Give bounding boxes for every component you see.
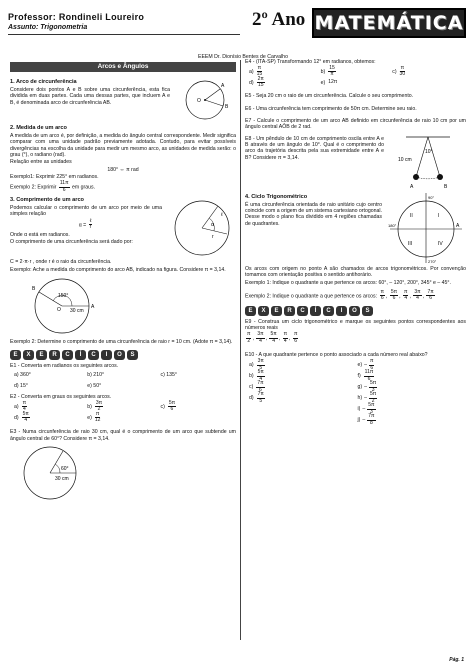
banner-letter: C: [88, 350, 99, 360]
formula: 180° ⇔ π rad: [107, 166, 139, 173]
fraction: $\frac{\pi}{4}$: [283, 331, 288, 344]
school-name: EEEM Dr. Dionísio Bentes de Carvalho: [198, 54, 288, 60]
paragraph: Considere dois pontos A e B sobre uma circunferência, esta fica dividida em duas partes. Cada uma dessas partes, que incluem A e B, é denominada arco de circunferência AB.: [10, 86, 170, 106]
e10-options: [249, 360, 466, 426]
angle-label: 150°: [58, 292, 69, 299]
arc-length-figure: [166, 194, 236, 258]
svg-text:B: B: [32, 285, 36, 292]
exercise-text: E3 - Numa circunferência de raio 30 cm, qual é o comprimento de um arco que subtende um ângulo central de 60°? Considere π = 3,14.: [10, 429, 236, 442]
length-label: 10 cm: [398, 156, 412, 163]
fraction: $\frac{15}{\pi}$: [329, 64, 335, 78]
subject-line: Assunto: Trigonometria: [8, 24, 88, 31]
svg-text:A: A: [410, 183, 414, 190]
fraction: $\frac{7\pi}{8}$: [368, 413, 375, 426]
banner-letter: C: [297, 306, 308, 316]
fraction: $\frac{3\pi}{4}$: [414, 288, 421, 302]
option: e) – $\frac{\pi}{6}$: [357, 358, 374, 371]
exercise-title: E2 - Converta em graus os seguintes arcos.: [10, 393, 112, 400]
section-title: 1. Arco de circunferência: [10, 79, 77, 85]
fraction: $\frac{\pi}{12}$: [94, 410, 101, 424]
option: d) 15°: [14, 383, 28, 390]
banner-letter: I: [336, 306, 347, 316]
paragraph: Onde α está em radianos.: [10, 231, 70, 238]
fraction: $\frac{3\pi}{2}$: [95, 399, 103, 413]
fraction: $\frac{\pi}{4}$: [404, 288, 408, 302]
svg-text:A: A: [456, 222, 460, 229]
option: h) – $\frac{5\pi}{2}$: [357, 391, 377, 404]
fraction: $\frac{11\pi}{6}$: [364, 369, 374, 382]
option: d) $\frac{5\pi}{4}$: [14, 410, 29, 424]
section-title: 4. Ciclo Trigonométrico: [245, 193, 308, 200]
exercicios-banner: [245, 306, 466, 316]
banner-letter: Í: [75, 350, 86, 360]
quadrant-label: II: [410, 212, 413, 219]
svg-text:ℓ: ℓ: [221, 212, 223, 219]
example: Exemplo 2: Determine o comprimento de uma circunferência de raio r = 10 cm. (Adote π = 3,14).: [10, 339, 233, 346]
option: e) $\frac{\pi}{12}$: [87, 410, 101, 424]
option: d) $\frac{7\pi}{5}$: [249, 391, 264, 404]
banner-letter: O: [114, 350, 125, 360]
fraction: $\frac{2\pi}{15}$: [257, 75, 264, 89]
professor-name: Professor: Rondineli Loureiro: [8, 12, 145, 22]
paragraph: O comprimento de uma circunferência será dado por:: [10, 239, 133, 246]
banner-letter: E: [10, 350, 21, 360]
option: b) $\frac{5\pi}{4}$: [249, 369, 264, 382]
formula: α = $\frac{\text{ℓ}}{r}$: [78, 217, 92, 231]
paragraph: Os arcos com origem no ponto A são chamados de arcos trigonométricos. Por convenção tomamos com orientação positiva o sentido antihorário.: [245, 265, 466, 279]
option: c) $\frac{5\pi}{6}$: [160, 399, 176, 413]
banner-letter: O: [349, 306, 360, 316]
option: [249, 404, 358, 415]
exercicios-banner: [10, 350, 236, 360]
banner-letter: E: [271, 306, 282, 316]
example: Exemplo1: Exprimir 225° em radianos.: [10, 173, 99, 180]
right-column: [245, 58, 466, 428]
svg-text:O: O: [57, 306, 61, 313]
option: b) 210°: [87, 372, 105, 379]
banner-letter: X: [23, 350, 34, 360]
option: a) 360°: [14, 372, 31, 379]
arc-ab-figure: [174, 76, 236, 122]
fraction: $\frac{\pi}{6}$: [380, 288, 384, 302]
fraction: $\frac{5\pi}{4}$: [270, 331, 277, 344]
section-title: 3. Comprimento de um arco: [10, 197, 84, 204]
option: i) – $\frac{5\pi}{3}$: [357, 402, 375, 415]
paragraph: Relação entre as unidades: [10, 159, 72, 166]
svg-text:B: B: [444, 183, 448, 190]
option: b) $\frac{15}{\pi}$: [320, 64, 335, 78]
option: c) $\frac{\pi}{30}$: [392, 64, 406, 78]
paragraph: A medida de um arco é, por definição, a medida do ângulo central correspondente. Medir significa comparar com uma unidade padrão previamente adotada. Contudo, para evitar possíveis divergências na escolha da unidade para medir um mesmo arco, as unidades de medida serão: o grau (°), o radiano (rad).: [10, 132, 236, 158]
banner-letter: E: [245, 306, 256, 316]
exercise-text: E6 - Uma circunferência tem comprimento de 50π cm. Determine seu raio.: [245, 105, 417, 112]
banner-letter: E: [36, 350, 47, 360]
fraction: $\frac{5\pi}{3}$: [370, 380, 377, 393]
banner-letter: I: [101, 350, 112, 360]
paragraph: Podemos calcular o comprimento de um arco por meio de uma simples relação: [10, 205, 162, 218]
left-column: [10, 58, 236, 503]
option: e) 12π: [320, 79, 338, 86]
banner-letter: R: [284, 306, 295, 316]
fraction: $\frac{3\pi}{5}$: [257, 358, 264, 371]
example: [10, 181, 236, 193]
banner-letter: X: [258, 306, 269, 316]
section-banner: Arcos e Ângulos: [10, 62, 236, 72]
svg-text:B: B: [225, 104, 229, 110]
exercise-text: E9 - Construa um ciclo trigonométrico e marque os seguintes pontos correspondentes aos números reais: [245, 318, 466, 332]
fraction: $\frac{\pi}{30}$: [399, 64, 406, 78]
formula: C = 2·π·r , onde r é o raio da circunferência.: [10, 259, 112, 266]
page-header: [8, 6, 466, 58]
fraction: $\frac{5\pi}{6}$: [168, 399, 176, 413]
fraction: $\frac{\pi}{2}$: [247, 331, 251, 344]
fraction: $\frac{7\pi}{6}$: [427, 288, 434, 302]
example-text: Exemplo 2: Exprimir: [10, 184, 57, 191]
angle-label: 60°: [61, 465, 69, 472]
banner-letter: Í: [310, 306, 321, 316]
quadrant-label: IV: [438, 240, 443, 247]
fraction: $\frac{3\pi}{4}$: [257, 331, 264, 344]
fraction: $\frac{7\pi}{6}$: [257, 380, 264, 393]
svg-text:180°: 180°: [388, 222, 397, 228]
svg-text:O: O: [197, 98, 201, 104]
exercise-text: E5 - Seja 20 cm o raio de um circunferência. Calcule o seu comprimento.: [245, 93, 414, 100]
option: f) $\frac{11\pi}{6}$: [357, 369, 374, 382]
option: d) $\frac{2\pi}{15}$: [249, 75, 264, 89]
option: j) – $\frac{7\pi}{8}$: [357, 413, 375, 426]
fraction: $\frac{\pi}{4}$: [22, 399, 27, 413]
fraction: $\frac{7\pi}{5}$: [257, 391, 264, 404]
fraction: 12π: [328, 79, 338, 86]
svg-text:A: A: [91, 303, 95, 310]
fraction: $\frac{5\pi}{2}$: [370, 391, 377, 404]
option: c) $\frac{7\pi}{6}$: [249, 380, 264, 393]
option: e) 50°: [87, 383, 102, 390]
option: g) – $\frac{5\pi}{3}$: [357, 380, 377, 393]
exercise-title: E4 - (ITA-SP) Transformando 12° em radianos, obtemos:: [245, 59, 376, 65]
option: c) 135°: [160, 372, 177, 379]
radius-label: 30 cm: [70, 307, 84, 314]
fraction: $\frac{5\pi}{6}$: [390, 288, 398, 302]
option: b) $\frac{3\pi}{2}$: [87, 399, 103, 413]
e2-options: [14, 401, 236, 423]
fraction: $\frac{5\pi}{4}$: [257, 369, 264, 382]
e4-options: [249, 66, 466, 88]
column-divider: [240, 60, 241, 640]
example: Exemplo 2: Indique o quadrante a que pertence os arcos: $\frac{\pi}{6}$ , $\frac{5\pi}{6}$ , $\frac{\pi}{4}$ , $\frac{3\pi}{4}$ , $\frac{7\pi}{6}$: [245, 288, 434, 302]
arc-60-figure: [10, 443, 120, 501]
fraction: $\frac{\pi}{15}$: [256, 64, 263, 78]
fraction-list: $\frac{\pi}{2}$ , $\frac{3\pi}{4}$ , $\frac{5\pi}{4}$ , $\frac{\pi}{4}$ , $\frac{\pi}{6}$: [247, 331, 298, 344]
svg-text:α: α: [211, 222, 214, 229]
svg-text:A: A: [221, 83, 225, 89]
fraction: $\frac{5\pi}{4}$: [22, 410, 29, 424]
example: Exemplo 1: Indique o quadrante a que pertence os arcos: 60°, – 120°, 200°, 345° e – 45°.: [245, 280, 451, 287]
exercise-title: E1 - Converta em radianos os seguintes arcos.: [10, 362, 119, 369]
e1-options: [14, 370, 236, 392]
fraction: $\frac{\pi}{6}$: [293, 331, 298, 344]
svg-text:270°: 270°: [428, 258, 437, 264]
svg-text:r: r: [212, 234, 214, 241]
quadrant-label: III: [408, 240, 413, 247]
grade-label: 2º Ano: [252, 9, 306, 30]
exercise-text: E8 - Um pêndulo de 10 cm de comprimento oscila entre A e B através de um ângulo de 10°. Qual é o comprimento do arco da trajetória descrita pela sua extremidade entre A e B? Considere π = 3,14.: [245, 135, 384, 161]
svg-text:90°: 90°: [428, 194, 435, 200]
option: a) $\frac{\pi}{4}$: [14, 399, 27, 413]
exercise-text: E10 - A que quadrante pertence o ponto associado a cada número real abaixo?: [245, 352, 428, 359]
section-title: 2. Medida de um arco: [10, 125, 67, 131]
banner-letter: S: [127, 350, 138, 360]
header-rule: [8, 34, 240, 35]
quadrant-label: I: [438, 212, 440, 219]
page-number: Pág. 1: [449, 656, 464, 663]
example: Exemplo: Ache a medida do comprimento do arco AB, indicado na figura. Considere π = 3,14.: [10, 266, 226, 273]
option: a) $\frac{\pi}{15}$: [249, 64, 263, 78]
fraction: $\frac{5\pi}{3}$: [368, 402, 375, 415]
subject-logo: MATEMÁTICA: [312, 8, 466, 38]
radius-label: 30 cm: [55, 475, 69, 482]
trig-circle-figure: [386, 191, 466, 265]
paragraph: É uma circunferência orientada de raio unitário cujo centro coincide com a origem de um sistema cartesiano ortogonal. Desse modo o plano fica dividido em 4 regiões chamadas de quadrantes.: [245, 201, 382, 227]
exercise-text: E7 - Calcule o comprimento de um arco AB definido em circunferência de raio 10 cm por um ângulo central AÔB de 2 rad.: [245, 118, 466, 131]
angle-label: 10°: [425, 148, 433, 155]
fraction: $\frac{\pi}{6}$: [370, 358, 374, 371]
banner-letter: R: [49, 350, 60, 360]
banner-letter: C: [62, 350, 73, 360]
pendulum-figure: [388, 135, 466, 191]
banner-letter: C: [323, 306, 334, 316]
option: [249, 415, 358, 426]
example-text: em graus.: [71, 184, 96, 191]
arc-150-figure: [10, 274, 120, 336]
banner-letter: S: [362, 306, 373, 316]
option: a) $\frac{3\pi}{5}$: [249, 358, 264, 371]
fraction: $\frac{11\pi}{6}$: [59, 180, 69, 193]
